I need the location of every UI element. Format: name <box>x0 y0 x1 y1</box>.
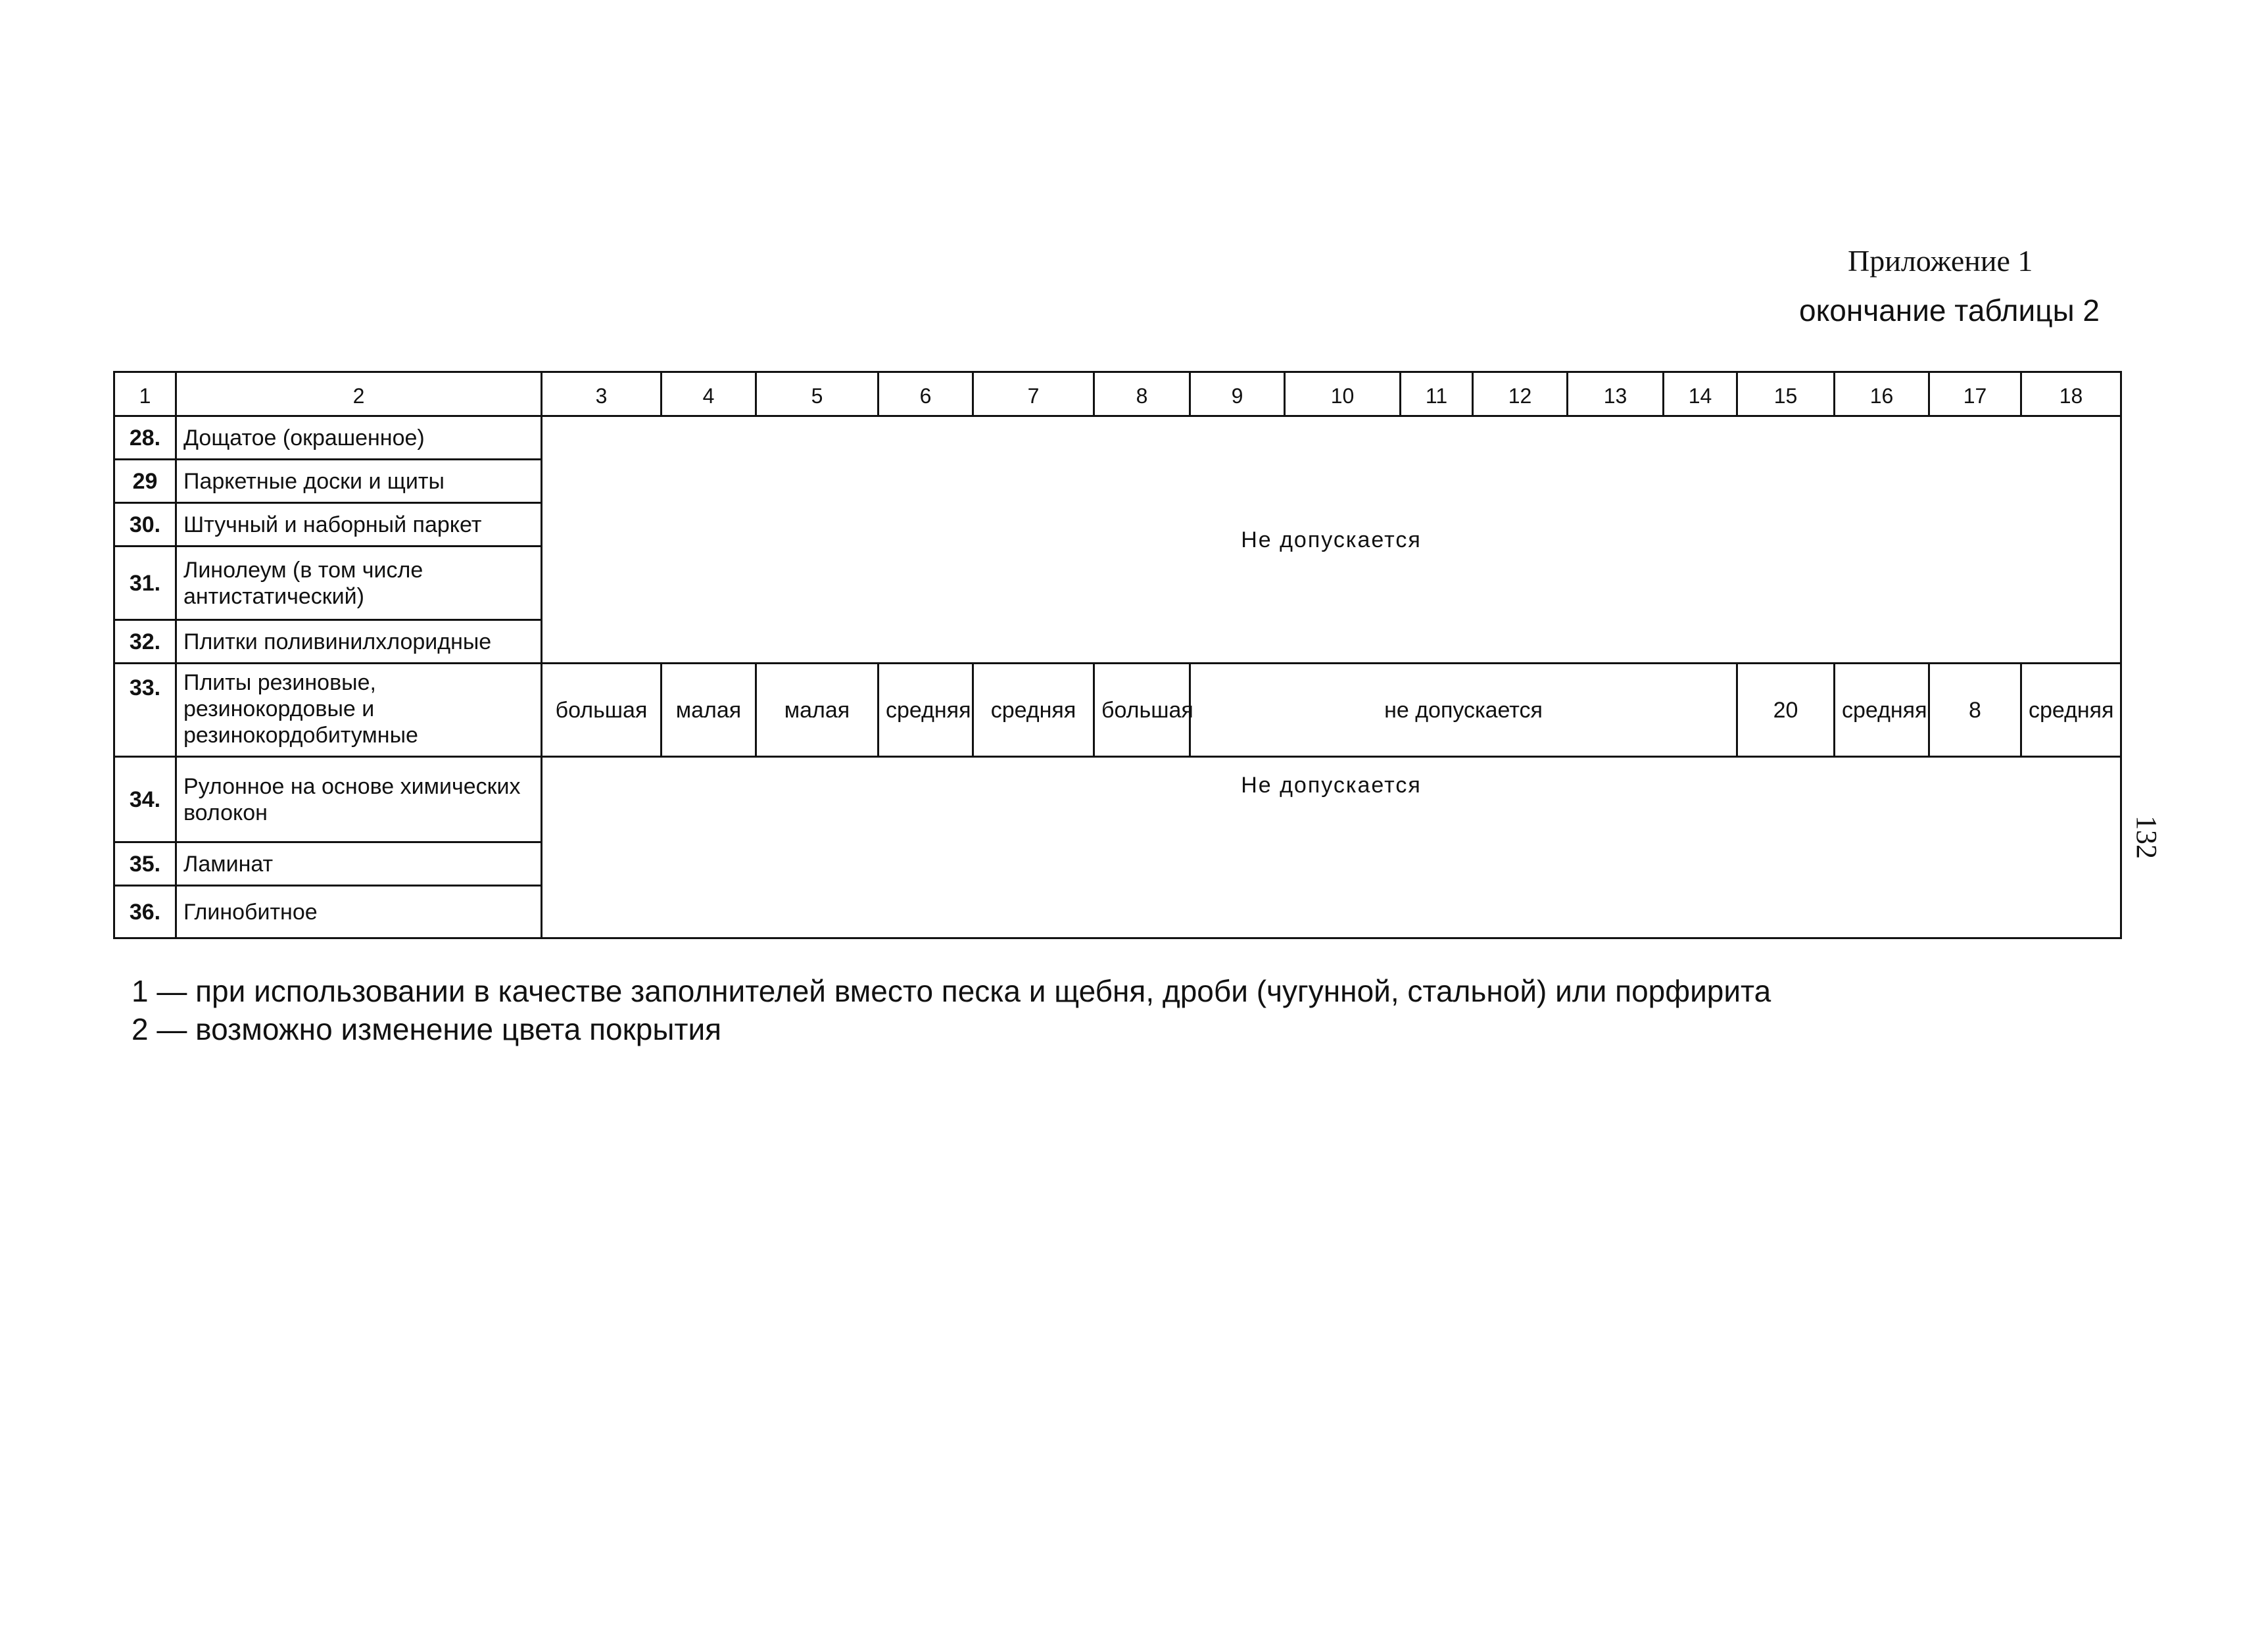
column-header: 16 <box>1835 372 1929 416</box>
row-number: 36. <box>114 886 176 938</box>
column-header: 10 <box>1285 372 1401 416</box>
row-number: 29 <box>114 460 176 503</box>
column-header: 17 <box>1929 372 2021 416</box>
cell-col-8: большая <box>1094 664 1190 757</box>
data-table <box>113 371 2122 939</box>
row-name: Ламинат <box>176 842 542 886</box>
row-number: 34. <box>114 757 176 842</box>
row-number: 35. <box>114 842 176 886</box>
footnote: 2 — возможно изменение цвета покрытия <box>132 1012 722 1046</box>
column-header: 11 <box>1401 372 1473 416</box>
page-number: 132 <box>2131 815 2163 859</box>
column-header: 1 <box>114 372 176 416</box>
cell-col-15: 20 <box>1737 664 1835 757</box>
row-number: 33. <box>114 664 176 757</box>
cell-col-9-14: не допускается <box>1190 664 1737 757</box>
column-header: 2 <box>176 372 542 416</box>
cell-col-16: средняя <box>1835 664 1929 757</box>
column-header: 13 <box>1568 372 1664 416</box>
table-title: окончание таблицы 2 <box>1799 293 2100 328</box>
row-name: Плитки поливинилхлоридные <box>176 620 542 664</box>
table-row <box>114 757 2121 842</box>
row-name: Глинобитное <box>176 886 542 938</box>
cell-col-18: средняя <box>2021 664 2121 757</box>
footnote: 1 — при использовании в качестве заполнителей вместо песка и щебня, дроби (чугунной, стальной) или порфирита <box>132 974 1771 1008</box>
column-header: 9 <box>1190 372 1285 416</box>
row-name: Дощатое (окрашенное) <box>176 416 542 460</box>
column-header: 8 <box>1094 372 1190 416</box>
column-header: 18 <box>2021 372 2121 416</box>
cell-col-5: малая <box>756 664 879 757</box>
column-header: 5 <box>756 372 879 416</box>
column-header: 14 <box>1664 372 1737 416</box>
table-row <box>114 664 2121 757</box>
row-number: 30. <box>114 503 176 547</box>
cell-col-17: 8 <box>1929 664 2021 757</box>
cell-col-7: средняя <box>973 664 1094 757</box>
cell-col-3: большая <box>542 664 662 757</box>
row-number: 32. <box>114 620 176 664</box>
cell-col-6: средняя <box>879 664 973 757</box>
column-header: 4 <box>662 372 756 416</box>
table-row <box>114 416 2121 460</box>
not-allowed-block: Не допускается <box>542 416 2121 664</box>
column-header: 15 <box>1737 372 1835 416</box>
column-header: 6 <box>879 372 973 416</box>
row-name: Штучный и наборный паркет <box>176 503 542 547</box>
row-name: Рулонное на основе химических волокон <box>176 757 542 842</box>
row-number: 31. <box>114 547 176 620</box>
footnotes <box>132 972 1771 1048</box>
appendix-label: Приложение 1 <box>1848 244 2033 278</box>
row-name: Плиты резиновые, резинокордовые и резинокордобитумные <box>176 664 542 757</box>
cell-col-4: малая <box>662 664 756 757</box>
row-name: Паркетные доски и щиты <box>176 460 542 503</box>
column-header: 12 <box>1473 372 1568 416</box>
column-header: 3 <box>542 372 662 416</box>
not-allowed-block: Не допускается <box>542 757 2121 938</box>
header-row <box>114 372 2121 416</box>
row-name: Линолеум (в том числе антистатический) <box>176 547 542 620</box>
column-header: 7 <box>973 372 1094 416</box>
row-number: 28. <box>114 416 176 460</box>
